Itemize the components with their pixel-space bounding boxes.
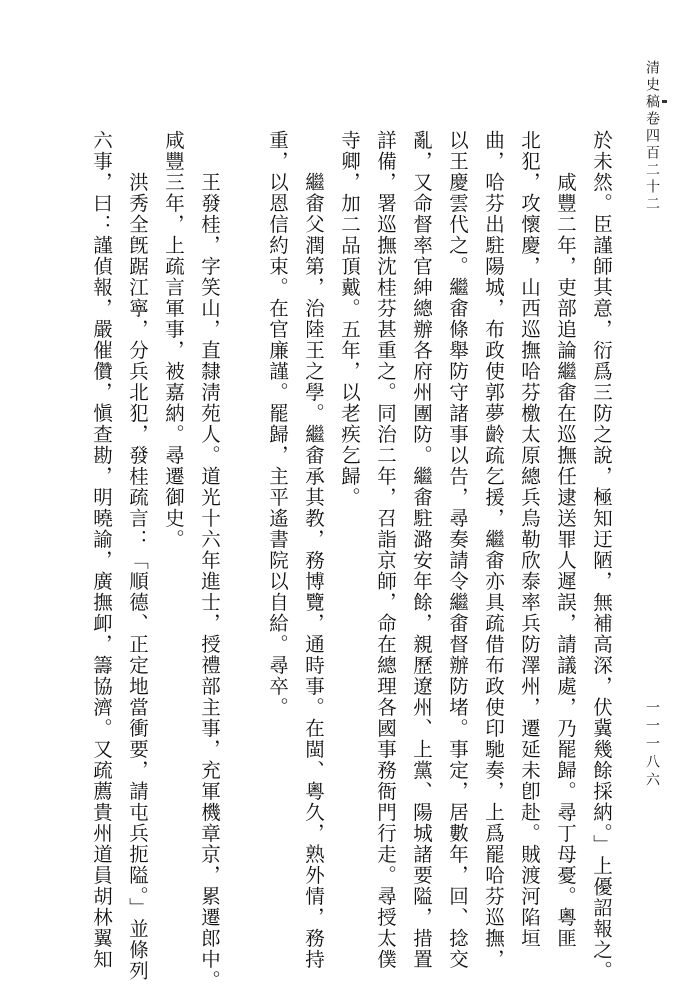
text-column-14: 六事，曰：謹偵報，嚴催儹，愼查勘，明曉諭，廣撫卹，籌協濟。又疏薦貴州道員胡林翼知 xyxy=(90,130,113,970)
margin-mark xyxy=(662,100,667,103)
text-column-8: 寺卿，加二品頂戴。五年，以老疾乞歸。 xyxy=(338,130,361,508)
text-column-6: 亂，又命督率官紳總辦各府州團防。繼畬駐潞安年餘，親歷遼州、上黨、陽城諸要隘，措置 xyxy=(410,130,433,970)
text-column-11: 王發桂，字笑山，直隸淸苑人。道光十六年進士，授禮部主事，充軍機章京，累遷郎中。 xyxy=(198,172,221,991)
running-header-title: 清史稿卷四百二十二 xyxy=(644,60,660,213)
text-column-12: 咸豐三年，上疏言軍事，被嘉納。尋遷御史。 xyxy=(162,130,185,550)
page-number: 一一一八六 xyxy=(644,700,660,790)
text-column-4: 曲，哈芬出駐陽城，布政使郭夢齡疏乞援，繼畬亦具疏借布政使印馳奏，上爲罷哈芬巡撫， xyxy=(482,130,505,970)
text-column-9: 繼畬父潤第，治陸王之學。繼畬承其教，務博覽，通時事。在閩、粵久，熟外情，務持 xyxy=(302,172,325,970)
text-column-5: 以王慶雲代之。繼畬條舉防守諸事以告，尋奏請令繼畬督辦防堵。事定，居數年，回、捻交 xyxy=(446,130,469,970)
text-column-10: 重，以恩信約束。在官廉謹。罷歸，主平遙書院以自給。尋卒。 xyxy=(266,130,289,718)
text-column-7: 詳備，署巡撫沈桂芬甚重之。同治二年，召詣京師，命在總理各國事務衙門行走。尋授太僕 xyxy=(374,130,397,970)
text-column-3: 北犯，攻懷慶，山西巡撫哈芬檄太原總兵烏勒欣泰率兵防澤州，遷延未卽赴。賊渡河陷垣 xyxy=(518,130,541,949)
text-column-13: 洪秀全旣踞江寧，分兵北犯，發桂疏言：「順德、正定地當衝要，請屯兵扼隘。」並條列 xyxy=(126,172,149,982)
text-column-2: 咸豐二年，吏部追論繼畬在巡撫任逮送罪人遲誤，請議處，乃罷歸。尋丁母憂。粵匪 xyxy=(554,172,577,949)
text-column-1: 於未然。臣謹師其意，衍爲三防之說，極知迂陋，無補高深，伏冀幾餘採納。」上優詔報之。 xyxy=(590,130,613,982)
